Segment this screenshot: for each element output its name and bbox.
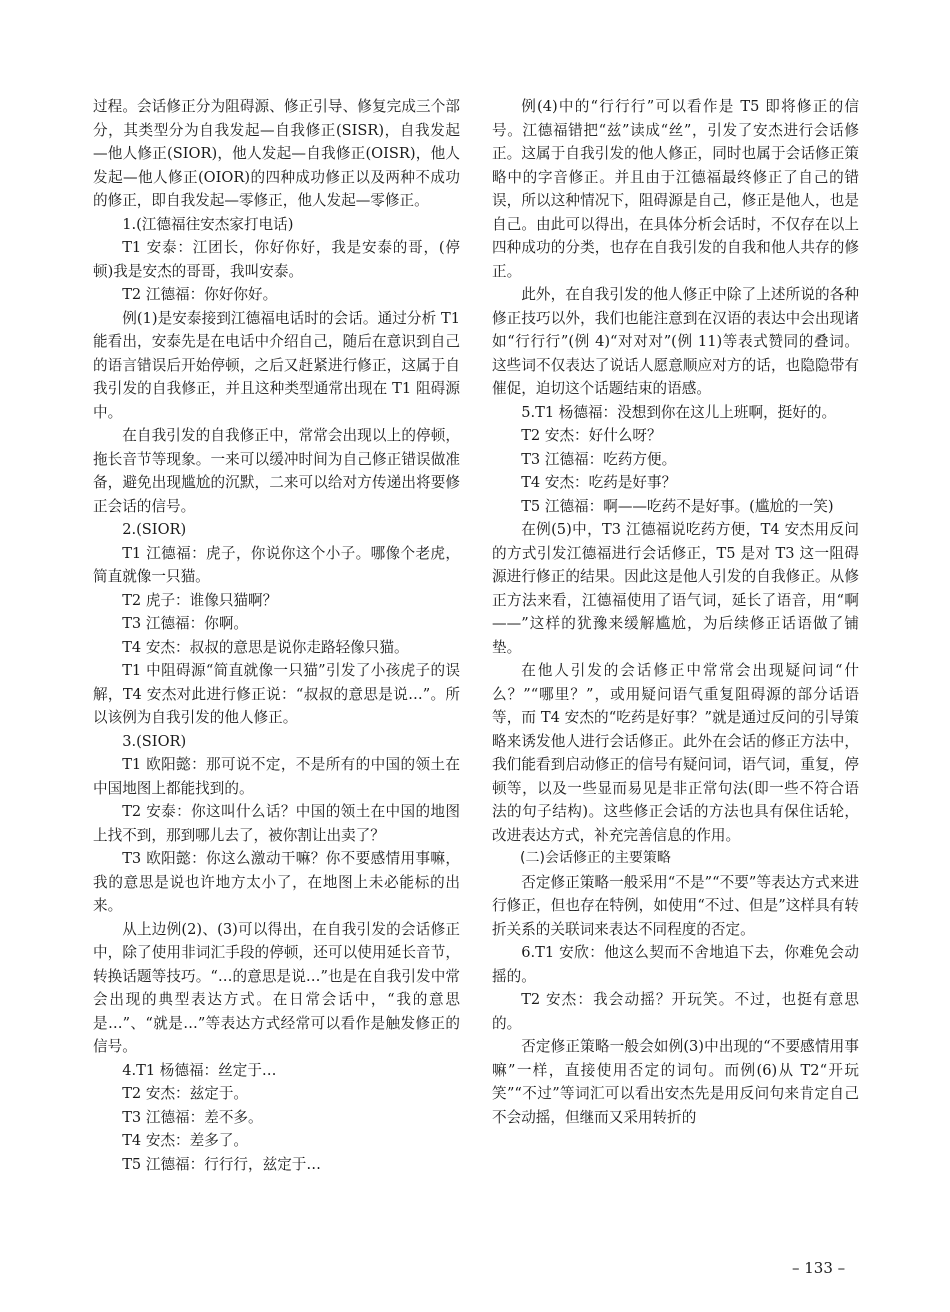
paragraph: T2 虎子：谁像只猫啊？ [122,591,278,609]
paragraph: T2 安杰：我会动摇？开玩笑。不过，也挺有意思的。 [492,991,859,1032]
paragraph: T2 江德福：你好你好。 [122,286,278,303]
paragraph: T1 安泰：江团长，你好你好，我是安泰的哥，(停顿)我是安杰的哥哥，我叫安泰。 [93,239,460,280]
paragraph: T2 安杰：好什么呀？ [521,427,662,444]
paragraph: 从上边例(2)、(3)可以得出，在自我引发的会话修正中，除了使用非词汇手段的停顿，还可以使用延长音节，转换话题等技巧。“…的意思是说…”也是在自我引发中常会出现的典型表达方式。在日常会话中，“我的意思是…”、“就是…”等表达方式经常可以看作是触发修正的信号。 [93,920,460,1055]
paragraph: T2 安杰：兹定于。 [122,1085,249,1102]
paragraph: 此外，在自我引发的他人修正中除了上述所说的各种修正技巧以外，我们也能注意到在汉语的表达中会出现诸如“行行行”(例 4)“对对对”(例 11)等表式赞同的叠词。这些词不仅表达了说话人愿意顺应对方的话，也隐隐带有催促，迫切这个话题结束的语感。 [492,286,859,397]
paragraph: 5.T1 杨德福：没想到你在这儿上班啊，挺好的。 [521,403,837,421]
paragraph: T5 江德福：啊——吃药不是好事。(尴尬的一笑) [521,497,834,515]
paragraph: 否定修正策略一般采用“不是”“不要”等表达方式来进行修正，但也存在特例，如使用“不过、但是”这样具有转折关系的关联词来表达不同程度的否定。 [492,873,859,938]
paragraph: T3 欧阳懿：你这么激动干嘛？你不要感情用事嘛，我的意思是说也许地方太小了，在地图上未必能标的出来。 [93,850,460,914]
paragraph: T1 欧阳懿：那可说不定，不是所有的中国的领土在中国地图上都能找到的。 [93,756,460,797]
paragraph: 否定修正策略一般会如例(3)中出现的“不要感情用事嘛”一样，直接使用否定的词句。而例(6)从 T2“开玩笑”“不过”等词汇可以看出安杰先是用反问句来肯定自己不会动摇，但继而又采用转折的 [492,1038,859,1126]
paragraph: 在自我引发的自我修正中，常常会出现以上的停顿，拖长音节等现象。一来可以缓冲时间为自己修正错误做准备，避免出现尴尬的沉默，二来可以给对方传递出将要修正会话的信号。 [93,427,460,515]
paragraph: T5 江德福：行行行，兹定于… [122,1155,321,1173]
paragraph: 例(1)是安泰接到江德福电话时的会话。通过分析 T1 能看出，安泰先是在电话中介绍自己，随后在意识到自己的语言错误后开始停顿，之后又赶紧进行修正，这属于自我引发的自我修正，并且这种类型通常出现在 T1 阻碍源中。 [93,309,460,421]
paragraph: 过程。会话修正分为阻碍源、修正引导、修复完成三个部分，其类型分为自我发起—自我修正(SISR)，自我发起—他人修正(SIOR)，他人发起—自我修正(OISR)，他人发起—他人修正(OIOR)的四种成功修正以及两种不成功的修正，即自我发起—零修正，他人发起—零修正。 [93,98,460,209]
page-number: – 133 – [792,1259,846,1277]
section-heading: (二)会话修正的主要策略 [520,850,671,866]
paragraph: 例(4)中的“行行行”可以看作是 T5 即将修正的信号。江德福错把“兹”读成“丝”，引发了安杰进行会话修正。这属于自我引发的他人修正，同时也属于会话修正策略中的字音修正。并且由于江德福最终修正了自己的错误，所以这种情况下，阻碍源是自己，修正是他人，也是自己。由此可以得出，在具体分析会话时，不仅存在以上四种成功的分类，也存在自我引发的自我和他人共存的修正。 [492,98,859,280]
paragraph: 4.T1 杨德福：丝定于… [122,1061,277,1079]
left-column [93,95,460,1176]
paragraph: 1.(江德福往安杰家打电话) [122,215,294,233]
paragraph: T3 江德福：吃药方便。 [521,450,677,468]
paragraph: 6.T1 安欣：他这么契而不舍地追下去，你难免会动摇的。 [492,944,859,985]
paragraph: 在例(5)中，T3 江德福说吃药方便，T4 安杰用反问的方式引发江德福进行会话修正，T5 是对 T3 这一阻碍源进行修正的结果。因此这是他人引发的自我修正。从修正方法来看，江德福使用了语气词，延长了语音，用“啊——”这样的犹豫来缓解尴尬，为后续修正话语做了铺垫。 [492,521,859,656]
right-column [492,95,859,1129]
paragraph: T3 江德福：你啊。 [122,615,249,632]
paragraph: 2.(SIOR) [122,521,187,538]
paragraph: T4 安杰：吃药是好事？ [521,474,677,491]
paragraph: T3 江德福：差不多。 [122,1108,263,1126]
paragraph: T4 安杰：叔叔的意思是说你走路轻像只猫。 [122,638,409,656]
paragraph: 在他人引发的会话修正中常常会出现疑问词“什么？”“哪里？”，或用疑问语气重复阻碍源的部分话语等，而 T4 安杰的“吃药是好事？”就是通过反问的引导策略来诱发他人进行会话修正。此外在会话的修正方法中，我们能看到启动修正的信号有疑问词，语气词，重复，停顿等，以及一些显而易见是非正常句法(即一些不符合语法的句子结构)。这些修正会话的方法也具有保住话轮，改进表达方式，补充完善信息的作用。 [492,662,859,844]
paragraph: T1 江德福：虎子，你说你这个小子。哪像个老虎，简直就像一只猫。 [93,544,460,585]
paragraph: T2 安泰：你这叫什么话？中国的领土在中国的地图上找不到，那到哪儿去了，被你割让出卖了？ [93,803,460,844]
paragraph: T1 中阻碍源“简直就像一只猫”引发了小孩虎子的误解，T4 安杰对此进行修正说：“叔叔的意思是说…”。所以该例为自我引发的他人修正。 [93,662,460,726]
paragraph: T4 安杰：差多了。 [122,1132,249,1149]
paragraph: 3.(SIOR) [122,732,187,750]
